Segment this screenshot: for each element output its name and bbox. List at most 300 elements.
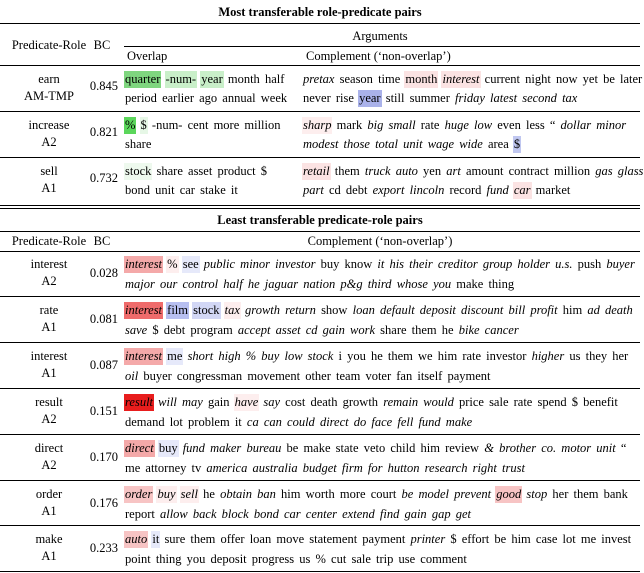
- overlap-word: $: [260, 164, 268, 178]
- complement-word: comment: [420, 552, 467, 566]
- overlap-word: period: [125, 91, 157, 105]
- complement-word: stop: [526, 487, 548, 501]
- complement-word: congressman: [176, 369, 243, 383]
- complement-word: offer: [220, 532, 245, 546]
- overlap-word: -num-: [165, 72, 197, 86]
- complement-word: ad: [587, 303, 600, 317]
- complement-word: &: [484, 441, 494, 455]
- complement-word: short: [187, 349, 214, 363]
- complement-line: [124, 486, 629, 503]
- complement-word: back: [192, 507, 217, 521]
- role-name: AM-TMP: [23, 89, 74, 103]
- complement-word: make: [445, 415, 473, 429]
- complement-word: could: [287, 415, 315, 429]
- complement-word: buy: [157, 487, 176, 501]
- complement-word: see: [182, 257, 199, 271]
- complement-word: he: [203, 487, 215, 501]
- header-complement-2: Complement (‘non-overlap’): [307, 234, 453, 248]
- complement-word: buy: [320, 257, 340, 271]
- overlap-word: bond: [125, 183, 150, 197]
- complement-word: can: [263, 415, 282, 429]
- complement-word: itself: [417, 369, 443, 383]
- complement-word: wage: [427, 137, 455, 151]
- header-overlap: Overlap: [127, 49, 168, 63]
- complement-word: push: [577, 257, 602, 271]
- complement-word: fund: [486, 183, 509, 197]
- complement-word: tv: [191, 461, 202, 475]
- complement-word: current: [484, 72, 521, 86]
- complement-word: season: [339, 72, 373, 86]
- complement-word: sale: [351, 552, 371, 566]
- rule: [0, 388, 640, 389]
- complement-word: it: [234, 415, 242, 429]
- complement-word: block: [221, 507, 249, 521]
- complement-word: report: [125, 507, 155, 521]
- complement-word: buyer: [143, 369, 172, 383]
- complement-word: unit: [596, 441, 616, 455]
- header-predicate-role: Predicate-Role: [11, 38, 87, 52]
- complement-word: p&g: [340, 277, 363, 291]
- bc-value: 0.233: [89, 541, 118, 555]
- complement-word: be: [603, 72, 615, 86]
- complement-word: it: [152, 532, 160, 546]
- complement-word: interest: [125, 349, 163, 363]
- rule: [0, 208, 640, 209]
- role-name: A2: [41, 412, 57, 426]
- complement-word: gas: [595, 164, 613, 178]
- complement-word: us: [569, 349, 581, 363]
- rule: [0, 296, 640, 297]
- complement-line: [124, 506, 472, 523]
- complement-line: [124, 551, 468, 568]
- complement-word: second: [522, 91, 557, 105]
- complement-word: fund: [182, 441, 205, 455]
- complement-word: gap: [431, 507, 451, 521]
- complement-word: good: [496, 487, 522, 501]
- complement-word: them: [573, 487, 599, 501]
- complement-word: right: [472, 461, 497, 475]
- complement-word: have: [234, 395, 259, 409]
- overlap-word: unit: [155, 183, 175, 197]
- complement-word: he: [370, 349, 383, 363]
- overlap-line: [124, 163, 268, 180]
- complement-word: me: [167, 349, 183, 363]
- rule: [0, 205, 640, 206]
- rule: [0, 23, 640, 24]
- complement-word: unit: [403, 137, 423, 151]
- complement-word: %: [167, 257, 178, 271]
- complement-word: growth: [342, 395, 379, 409]
- complement-word: interest: [125, 257, 163, 271]
- complement-word: for: [367, 461, 383, 475]
- complement-word: interest: [442, 72, 480, 86]
- complement-word: cd: [328, 183, 341, 197]
- overlap-word: share: [156, 164, 183, 178]
- complement-word: buy: [158, 441, 178, 455]
- complement-word: growth: [245, 303, 281, 317]
- complement-word: mark: [336, 118, 363, 132]
- complement-word: fan: [396, 369, 413, 383]
- complement-line: [302, 136, 521, 153]
- bc-value: 0.151: [89, 404, 118, 418]
- complement-word: market: [535, 183, 571, 197]
- rule: [0, 111, 640, 112]
- overlap-line: [124, 136, 152, 153]
- complement-word: result: [125, 395, 154, 409]
- complement-line: [302, 71, 643, 88]
- complement-word: rate: [462, 349, 482, 363]
- complement-word: yen: [423, 164, 442, 178]
- complement-line: [124, 322, 520, 339]
- complement-word: oil: [125, 369, 139, 383]
- complement-line: [302, 163, 644, 180]
- complement-word: third: [367, 277, 392, 291]
- complement-word: review: [445, 441, 480, 455]
- complement-word: amount: [465, 164, 504, 178]
- complement-word: movement: [247, 369, 301, 383]
- complement-word: program: [190, 323, 233, 337]
- complement-word: progress: [251, 552, 295, 566]
- overlap-word: more: [213, 118, 240, 132]
- complement-word: truck: [364, 164, 391, 178]
- complement-word: creditor: [437, 257, 478, 271]
- complement-word: gain: [404, 507, 427, 521]
- complement-word: million: [553, 164, 591, 178]
- complement-word: payment: [447, 369, 491, 383]
- complement-word: investor: [486, 349, 527, 363]
- overlap-word: asset: [188, 164, 213, 178]
- complement-word: share: [380, 323, 407, 337]
- predicate-name: interest: [30, 349, 68, 363]
- complement-word: %: [245, 349, 257, 363]
- complement-word: buyer: [606, 257, 635, 271]
- bc-value: 0.081: [89, 312, 118, 326]
- complement-word: printer: [410, 532, 446, 546]
- complement-word: death: [310, 395, 338, 409]
- rule: [0, 480, 640, 481]
- overlap-word: stake: [200, 183, 226, 197]
- bc-value: 0.087: [89, 358, 118, 372]
- complement-word: cut: [331, 552, 347, 566]
- rule: [0, 231, 640, 232]
- complement-word: sure: [164, 532, 186, 546]
- complement-line: [124, 256, 636, 273]
- complement-word: him: [562, 303, 583, 317]
- bc-value: 0.821: [89, 125, 118, 139]
- complement-word: find: [379, 507, 400, 521]
- complement-word: model: [418, 487, 450, 501]
- complement-word: those: [343, 137, 370, 151]
- complement-word: record: [449, 183, 482, 197]
- complement-word: co.: [541, 441, 557, 455]
- complement-word: buy: [261, 349, 280, 363]
- complement-word: make: [456, 277, 484, 291]
- complement-word: car: [513, 183, 531, 197]
- complement-word: stock: [307, 349, 334, 363]
- complement-word: other: [305, 369, 331, 383]
- complement-word: death: [604, 303, 633, 317]
- role-name: A1: [41, 181, 57, 195]
- complement-word: prevent: [454, 487, 492, 501]
- complement-word: do: [353, 415, 367, 429]
- complement-word: them: [334, 164, 360, 178]
- complement-word: car: [283, 507, 301, 521]
- complement-word: rate: [513, 395, 533, 409]
- complement-word: higher: [531, 349, 565, 363]
- complement-word: area: [487, 137, 509, 151]
- complement-word: art: [446, 164, 461, 178]
- complement-line: [124, 394, 619, 411]
- complement-word: half: [223, 277, 243, 291]
- overlap-word: car: [179, 183, 195, 197]
- complement-word: cost: [285, 395, 306, 409]
- complement-word: tax: [562, 91, 578, 105]
- rule: [0, 525, 640, 526]
- complement-word: direct: [125, 441, 154, 455]
- complement-word: demand: [125, 415, 165, 429]
- overlap-word: year: [201, 72, 223, 86]
- complement-word: ban: [257, 487, 276, 501]
- complement-word: thing: [488, 277, 515, 291]
- complement-word: me: [125, 461, 141, 475]
- complement-word: minor: [240, 257, 271, 271]
- complement-word: more: [339, 487, 366, 501]
- complement-line: [124, 368, 492, 385]
- complement-word: rate: [420, 118, 440, 132]
- complement-word: thing: [155, 552, 182, 566]
- complement-word: “: [620, 441, 627, 455]
- complement-word: you: [433, 277, 452, 291]
- complement-word: low: [474, 118, 493, 132]
- overlap-word: -num-: [151, 118, 183, 132]
- complement-word: say: [263, 395, 281, 409]
- complement-word: interest: [125, 303, 163, 317]
- complement-word: state: [335, 441, 359, 455]
- role-name: A2: [41, 135, 57, 149]
- complement-line: [302, 90, 578, 107]
- complement-word: would: [423, 395, 454, 409]
- complement-word: default: [379, 303, 415, 317]
- predicate-name: rate: [39, 303, 59, 317]
- complement-word: statement: [309, 532, 358, 546]
- complement-word: auto: [395, 164, 418, 178]
- complement-word: invest: [601, 532, 632, 546]
- complement-word: latest: [490, 91, 518, 105]
- complement-word: minor: [596, 118, 627, 132]
- complement-word: u.s.: [555, 257, 573, 271]
- complement-word: they: [585, 349, 608, 363]
- complement-line: [124, 414, 473, 431]
- complement-word: save: [125, 323, 148, 337]
- complement-word: wide: [459, 137, 483, 151]
- complement-word: high: [218, 349, 241, 363]
- complement-word: fell: [397, 415, 414, 429]
- complement-word: be: [401, 487, 414, 501]
- header-arguments: Arguments: [352, 29, 408, 43]
- complement-word: america: [206, 461, 248, 475]
- predicate-name: increase: [28, 118, 70, 132]
- overlap-word: earlier: [162, 91, 194, 105]
- complement-word: less: [525, 118, 545, 132]
- complement-word: tax: [224, 303, 240, 317]
- complement-word: use: [398, 552, 416, 566]
- complement-word: firm: [341, 461, 363, 475]
- rule: [124, 46, 640, 47]
- complement-word: rise: [335, 91, 354, 105]
- complement-word: their: [409, 257, 433, 271]
- complement-word: even: [497, 118, 521, 132]
- complement-word: bill: [508, 303, 526, 317]
- complement-word: sharp: [303, 118, 332, 132]
- complement-line: [124, 302, 634, 319]
- rule: [0, 571, 640, 572]
- overlap-word: $: [140, 118, 147, 132]
- overlap-line: [124, 90, 288, 107]
- complement-word: bureau: [246, 441, 282, 455]
- role-name: A2: [41, 274, 57, 288]
- complement-word: attorney: [145, 461, 187, 475]
- complement-word: worth: [305, 487, 335, 501]
- complement-word: spend: [537, 395, 567, 409]
- predicate-name: order: [35, 487, 63, 501]
- complement-word: bank: [603, 487, 628, 501]
- complement-word: budget: [302, 461, 337, 475]
- rule: [0, 65, 640, 66]
- overlap-word: share: [125, 137, 152, 151]
- bc-value: 0.845: [89, 79, 118, 93]
- complement-word: public: [203, 257, 236, 271]
- complement-word: him: [511, 532, 531, 546]
- complement-word: his: [389, 257, 405, 271]
- complement-word: problem: [188, 415, 230, 429]
- role-name: A1: [41, 366, 57, 380]
- complement-word: still: [385, 91, 405, 105]
- complement-word: may: [182, 395, 203, 409]
- complement-word: bike: [458, 323, 480, 337]
- overlap-word: product: [217, 164, 256, 178]
- overlap-word: month: [227, 72, 260, 86]
- bc-value: 0.028: [89, 266, 118, 280]
- complement-line: [124, 348, 629, 365]
- role-name: A1: [41, 504, 57, 518]
- complement-word: stock: [193, 303, 220, 317]
- complement-word: he: [247, 277, 260, 291]
- complement-word: lot: [169, 415, 183, 429]
- complement-word: them: [411, 323, 437, 337]
- bc-value: 0.170: [89, 450, 118, 464]
- complement-line: [124, 440, 627, 457]
- complement-word: auto: [125, 532, 148, 546]
- complement-word: big: [367, 118, 384, 132]
- complement-word: ca: [246, 415, 259, 429]
- complement-word: loan: [249, 532, 272, 546]
- top-table-title: Most transferable role-predicate pairs: [218, 5, 422, 19]
- complement-word: our: [160, 277, 178, 291]
- complement-word: loan: [352, 303, 375, 317]
- complement-word: group: [482, 257, 513, 271]
- complement-line: [124, 531, 632, 548]
- complement-word: motor: [561, 441, 592, 455]
- complement-word: contract: [508, 164, 549, 178]
- complement-word: face: [371, 415, 393, 429]
- complement-word: summer: [409, 91, 450, 105]
- complement-word: time: [378, 72, 401, 86]
- rule: [0, 157, 640, 158]
- overlap-line: [124, 71, 285, 88]
- complement-word: dollar: [560, 118, 592, 132]
- complement-word: retail: [303, 164, 330, 178]
- complement-word: discount: [461, 303, 504, 317]
- complement-word: team: [336, 369, 361, 383]
- complement-word: remain: [383, 395, 419, 409]
- complement-word: year: [359, 91, 381, 105]
- complement-word: him: [281, 487, 301, 501]
- complement-word: investor: [275, 257, 316, 271]
- complement-word: deposit: [210, 552, 247, 566]
- complement-word: brother: [499, 441, 537, 455]
- complement-word: make: [303, 441, 331, 455]
- complement-word: whose: [396, 277, 428, 291]
- complement-word: effort: [461, 532, 490, 546]
- complement-word: never: [303, 91, 331, 105]
- complement-word: work: [350, 323, 376, 337]
- complement-word: total: [375, 137, 398, 151]
- header-bc-2: BC: [93, 234, 111, 248]
- complement-word: point: [125, 552, 151, 566]
- predicate-name: interest: [30, 257, 68, 271]
- complement-word: show: [321, 303, 348, 317]
- complement-word: sell: [180, 487, 198, 501]
- complement-word: lincoln: [409, 183, 445, 197]
- overlap-word: week: [260, 91, 288, 105]
- complement-word: $: [450, 532, 457, 546]
- overlap-word: ago: [199, 91, 218, 105]
- rule: [0, 434, 640, 435]
- predicate-name: sell: [40, 164, 58, 178]
- complement-word: bond: [253, 507, 279, 521]
- overlap-word: stock: [125, 164, 152, 178]
- complement-word: him: [437, 349, 458, 363]
- complement-word: glass: [617, 164, 644, 178]
- complement-word: $: [513, 137, 521, 151]
- rule: [0, 342, 640, 343]
- role-name: A1: [41, 320, 57, 334]
- complement-word: part: [303, 183, 324, 197]
- complement-word: case: [535, 532, 558, 546]
- complement-word: hutton: [387, 461, 420, 475]
- overlap-word: million: [244, 118, 281, 132]
- bc-value: 0.176: [89, 496, 118, 510]
- complement-word: him: [420, 441, 440, 455]
- complement-word: fund: [418, 415, 441, 429]
- complement-word: child: [390, 441, 416, 455]
- complement-word: know: [344, 257, 373, 271]
- complement-word: jaguar: [264, 277, 299, 291]
- complement-word: $: [152, 323, 159, 337]
- overlap-line: [124, 117, 282, 134]
- complement-word: deposit: [419, 303, 456, 317]
- complement-word: trip: [376, 552, 394, 566]
- complement-word: i: [338, 349, 342, 363]
- complement-word: us: [299, 552, 311, 566]
- overlap-line: [124, 182, 239, 199]
- complement-word: center: [305, 507, 337, 521]
- complement-word: you: [186, 552, 206, 566]
- complement-word: be: [286, 441, 299, 455]
- complement-word: debt: [163, 323, 186, 337]
- complement-word: obtain: [220, 487, 253, 501]
- complement-word: will: [158, 395, 177, 409]
